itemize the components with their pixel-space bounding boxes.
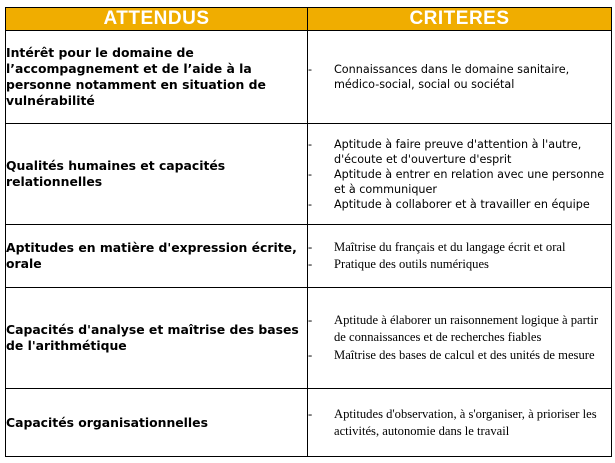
criteria-text: Aptitude à entrer en relation avec une personne et à communiquer	[334, 167, 605, 196]
row-label: Capacités d'analyse et maîtrise des bases de l'arithmétique	[6, 288, 308, 389]
table-row	[6, 389, 612, 457]
criteria-text: Aptitude à faire preuve d'attention à l'autre, d'écoute et d'ouverture d'esprit	[334, 137, 582, 166]
bullet-dash: -	[308, 406, 313, 421]
table-row	[6, 225, 612, 288]
list-item	[308, 62, 611, 92]
row-criteria	[308, 225, 612, 288]
criteria-list	[308, 312, 611, 365]
bullet-dash: -	[308, 240, 313, 254]
row-label: Capacités organisationnelles	[6, 389, 308, 457]
row-label: Intérêt pour le domaine de l’accompagnement et de l’aide à la personne notamment en situation de vulnérabilité	[6, 31, 308, 124]
bullet-dash: -	[308, 63, 313, 76]
row-criteria	[308, 31, 612, 124]
list-item	[308, 312, 611, 347]
criteria-text: Maîtrise du français et du langage écrit et oral	[334, 240, 566, 254]
criteria-text: Pratique des outils numériques	[334, 257, 489, 271]
bullet-dash: -	[308, 137, 313, 151]
list-item	[308, 256, 611, 273]
criteria-list	[308, 62, 611, 92]
bullet-dash: -	[308, 347, 313, 362]
row-criteria	[308, 288, 612, 389]
row-criteria	[308, 389, 612, 457]
list-item	[308, 406, 611, 440]
criteria-list	[308, 406, 611, 440]
criteria-list	[308, 239, 611, 273]
list-item	[308, 137, 611, 167]
bullet-dash: -	[308, 167, 313, 181]
row-criteria	[308, 124, 612, 225]
table-row	[6, 288, 612, 389]
list-item	[308, 167, 611, 197]
table-row	[6, 31, 612, 124]
criteria-table	[5, 7, 612, 457]
criteria-text: Aptitude à élaborer un raisonnement logique à partir de connaissances et de recherches fiables	[334, 312, 599, 345]
header-criteres: CRITERES	[308, 8, 612, 31]
row-label: Aptitudes en matière d'expression écrite, orale	[6, 225, 308, 288]
bullet-dash: -	[308, 197, 313, 211]
criteria-text: Maîtrise des bases de calcul et des unités de mesure	[334, 347, 595, 362]
row-label: Qualités humaines et capacités relationnelles	[6, 124, 308, 225]
list-item	[308, 347, 611, 365]
bullet-dash: -	[308, 257, 313, 271]
header-attendus: ATTENDUS	[6, 8, 308, 31]
list-item	[308, 239, 611, 256]
bullet-dash: -	[308, 312, 313, 327]
criteria-text: Aptitudes d'observation, à s'organiser, à prioriser les activités, autonomie dans le travail	[334, 406, 597, 438]
list-item	[308, 197, 611, 212]
table-row	[6, 124, 612, 225]
criteria-list	[308, 137, 611, 212]
criteria-text: Aptitude à collaborer et à travailler en équipe	[334, 197, 590, 211]
table-header-row	[6, 8, 612, 31]
criteria-text: Connaissances dans le domaine sanitaire, médico-social, social ou sociétal	[334, 63, 570, 91]
